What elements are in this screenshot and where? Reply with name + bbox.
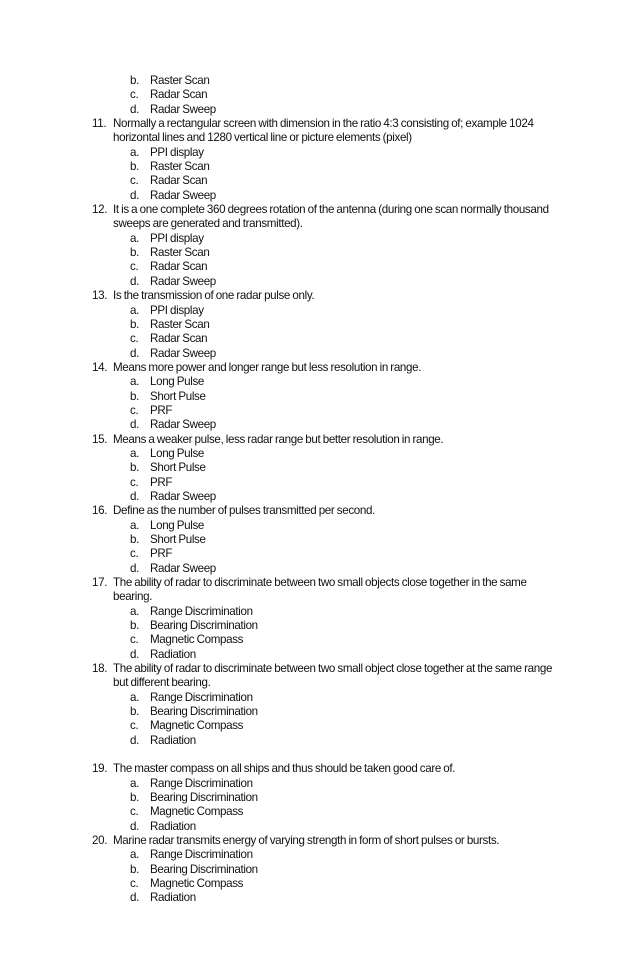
option-item xyxy=(0,146,638,160)
option-item xyxy=(0,390,638,404)
question-text: The master compass on all ships and thus should be taken good care of. xyxy=(113,762,456,776)
option-item xyxy=(0,533,638,547)
option-item xyxy=(0,375,638,389)
question-block xyxy=(0,504,638,576)
question-stem xyxy=(0,762,638,776)
option-item xyxy=(0,318,638,332)
option-letter: c. xyxy=(130,719,139,733)
option-item xyxy=(0,777,638,791)
question-number: 19. xyxy=(92,762,108,776)
option-letter: a. xyxy=(130,776,139,790)
option-text: Long Pulse xyxy=(150,375,205,389)
option-letter: d. xyxy=(130,647,139,661)
question-stem xyxy=(0,834,638,848)
question-block xyxy=(0,433,638,505)
option-item xyxy=(0,877,638,891)
option-text: Radar Sweep xyxy=(150,561,216,575)
question-block xyxy=(0,289,638,361)
question-number: 18. xyxy=(92,662,108,676)
option-text: Bearing Discrimination xyxy=(150,862,258,876)
option-letter: a. xyxy=(130,848,139,862)
option-letter: c. xyxy=(130,475,139,489)
option-text: Magnetic Compass xyxy=(150,805,244,819)
option-letter: b. xyxy=(130,160,139,174)
option-item xyxy=(0,74,638,88)
question-block xyxy=(0,203,638,289)
option-text: Radar Sweep xyxy=(150,274,216,288)
option-letter: d. xyxy=(130,188,139,202)
option-text: Magnetic Compass xyxy=(150,719,244,733)
option-text: Range Discrimination xyxy=(150,848,253,862)
question-stem xyxy=(0,117,638,146)
option-letter: a. xyxy=(130,231,139,245)
option-item xyxy=(0,275,638,289)
option-text: Radar Scan xyxy=(150,332,208,346)
option-item xyxy=(0,605,638,619)
option-letter: a. xyxy=(130,446,139,460)
option-item xyxy=(0,848,638,862)
option-letter: c. xyxy=(130,174,139,188)
question-text: Marine radar transmits energy of varying strength in form of short pulses or bursts. xyxy=(113,833,500,847)
question-text: Define as the number of pulses transmitted per second. xyxy=(113,504,375,518)
question-text: The ability of radar to discriminate between two small objects close together in the same bearing. xyxy=(113,576,527,604)
option-text: Radiation xyxy=(150,891,196,905)
question-text: The ability of radar to discriminate between two small object close together at the same range but different bearing. xyxy=(113,662,553,690)
option-letter: d. xyxy=(130,418,139,432)
option-text: PRF xyxy=(150,403,173,417)
option-letter: a. xyxy=(130,145,139,159)
option-text: Radar Sweep xyxy=(150,188,216,202)
question-block xyxy=(0,662,638,748)
option-item xyxy=(0,332,638,346)
blank-line xyxy=(0,748,638,762)
question-text: Normally a rectangular screen with dimension in the ratio 4:3 consisting of; example 1024 horizontal lines and 1280 vertical line or picture elements (pixel) xyxy=(113,117,534,145)
option-letter: c. xyxy=(130,332,139,346)
option-text: Radar Sweep xyxy=(150,489,216,503)
option-item xyxy=(0,404,638,418)
option-item xyxy=(0,160,638,174)
question-number: 11. xyxy=(92,117,107,131)
option-item xyxy=(0,174,638,188)
option-letter: b. xyxy=(130,862,139,876)
question-text: It is a one complete 360 degrees rotation of the antenna (during one scan normally thousand sweeps are generated and transmitted). xyxy=(113,203,549,231)
question-stem xyxy=(0,203,638,232)
option-item xyxy=(0,705,638,719)
option-item xyxy=(0,791,638,805)
option-text: Magnetic Compass xyxy=(150,633,244,647)
option-letter: b. xyxy=(130,533,139,546)
option-letter: d. xyxy=(130,891,139,905)
question-number: 13. xyxy=(92,289,108,303)
option-letter: b. xyxy=(130,74,139,87)
option-letter: c. xyxy=(130,547,139,561)
question-stem xyxy=(0,433,638,447)
option-item xyxy=(0,476,638,490)
option-item xyxy=(0,519,638,533)
option-letter: d. xyxy=(130,819,139,833)
option-letter: c. xyxy=(130,403,139,417)
option-letter: b. xyxy=(130,389,139,403)
option-text: Radar Sweep xyxy=(150,418,216,432)
option-letter: a. xyxy=(130,375,139,389)
question-stem xyxy=(0,289,638,303)
question-number: 14. xyxy=(92,360,108,374)
option-item xyxy=(0,648,638,662)
option-text: Range Discrimination xyxy=(150,690,253,704)
option-text: Long Pulse xyxy=(150,446,205,460)
question-number: 20. xyxy=(92,833,108,847)
option-letter: b. xyxy=(130,246,139,260)
option-letter: b. xyxy=(130,461,139,475)
option-text: Short Pulse xyxy=(150,461,206,475)
option-text: Range Discrimination xyxy=(150,604,253,618)
option-item xyxy=(0,232,638,246)
question-number: 15. xyxy=(92,432,108,446)
option-text: Bearing Discrimination xyxy=(150,790,258,804)
option-item xyxy=(0,447,638,461)
option-text: PPI display xyxy=(150,145,204,159)
option-text: Radar Sweep xyxy=(150,346,216,360)
question-number: 16. xyxy=(92,504,108,518)
option-text: PRF xyxy=(150,547,173,561)
question-block xyxy=(0,834,638,906)
option-item xyxy=(0,734,638,748)
question-text: Means more power and longer range but less resolution in range. xyxy=(113,360,422,374)
question-stem xyxy=(0,504,638,518)
option-item xyxy=(0,246,638,260)
option-text: Raster Scan xyxy=(150,317,210,331)
option-text: Short Pulse xyxy=(150,389,206,403)
question-block xyxy=(0,117,638,203)
option-letter: d. xyxy=(130,274,139,288)
option-letter: c. xyxy=(130,260,139,274)
leading-options xyxy=(0,74,638,117)
option-text: Short Pulse xyxy=(150,533,206,546)
option-letter: d. xyxy=(130,561,139,575)
question-text: Means a weaker pulse, less radar range but better resolution in range. xyxy=(113,432,444,446)
question-text: Is the transmission of one radar pulse only. xyxy=(113,289,315,303)
option-item xyxy=(0,891,638,905)
option-item xyxy=(0,691,638,705)
option-letter: d. xyxy=(130,733,139,747)
question-stem xyxy=(0,361,638,375)
option-item xyxy=(0,189,638,203)
option-letter: b. xyxy=(130,790,139,804)
option-item xyxy=(0,863,638,877)
option-item xyxy=(0,633,638,647)
option-letter: b. xyxy=(130,619,139,633)
option-text: Radiation xyxy=(150,647,196,661)
option-text: Long Pulse xyxy=(150,518,205,532)
option-text: Magnetic Compass xyxy=(150,876,244,890)
question-block xyxy=(0,361,638,433)
option-item xyxy=(0,461,638,475)
option-text: Bearing Discrimination xyxy=(150,705,258,719)
option-letter: a. xyxy=(130,604,139,618)
option-letter: d. xyxy=(130,346,139,360)
option-item xyxy=(0,304,638,318)
option-item xyxy=(0,260,638,274)
quiz-content xyxy=(0,74,638,906)
option-item xyxy=(0,418,638,432)
option-item xyxy=(0,820,638,834)
option-text: PPI display xyxy=(150,303,204,317)
option-letter: d. xyxy=(130,489,139,503)
option-item xyxy=(0,103,638,117)
option-item xyxy=(0,547,638,561)
option-text: PRF xyxy=(150,475,173,489)
question-number: 17. xyxy=(92,576,108,590)
option-text: Radar Scan xyxy=(150,88,208,102)
option-text: Raster Scan xyxy=(150,74,210,87)
option-item xyxy=(0,490,638,504)
option-item xyxy=(0,719,638,733)
option-text: Radar Scan xyxy=(150,260,208,274)
option-letter: a. xyxy=(130,518,139,532)
option-letter: b. xyxy=(130,705,139,719)
option-text: Radiation xyxy=(150,819,196,833)
option-text: Radiation xyxy=(150,733,196,747)
option-item xyxy=(0,619,638,633)
question-number: 12. xyxy=(92,203,108,217)
option-text: Bearing Discrimination xyxy=(150,619,258,633)
option-letter: a. xyxy=(130,690,139,704)
question-block xyxy=(0,576,638,662)
option-item xyxy=(0,805,638,819)
option-item xyxy=(0,88,638,102)
question-stem xyxy=(0,576,638,605)
option-text: Raster Scan xyxy=(150,160,210,174)
option-item xyxy=(0,347,638,361)
option-text: Raster Scan xyxy=(150,246,210,260)
option-letter: c. xyxy=(130,633,139,647)
option-letter: a. xyxy=(130,303,139,317)
option-text: Radar Sweep xyxy=(150,102,216,116)
option-letter: b. xyxy=(130,317,139,331)
option-text: Radar Scan xyxy=(150,174,208,188)
question-block xyxy=(0,762,638,834)
option-text: PPI display xyxy=(150,231,204,245)
option-item xyxy=(0,562,638,576)
question-stem xyxy=(0,662,638,691)
option-letter: c. xyxy=(130,88,139,102)
option-letter: d. xyxy=(130,102,139,116)
option-text: Range Discrimination xyxy=(150,776,253,790)
option-letter: c. xyxy=(130,805,139,819)
option-letter: c. xyxy=(130,876,139,890)
